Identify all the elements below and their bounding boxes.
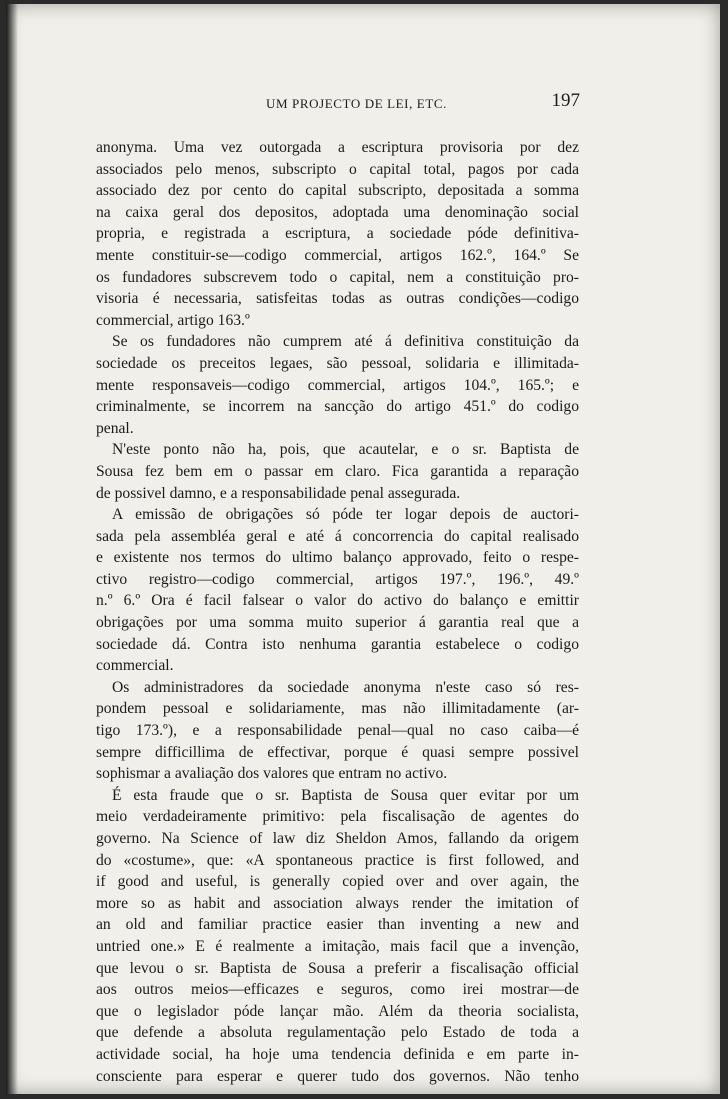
text-line: actividade social, ha hoje uma tendencia definida e em parte in- [96,1045,579,1063]
text-line: propria, e registrada a escriptura, a sociedade póde definitiva- [96,225,579,243]
page [6,4,720,1094]
text-line: criminalmente, se incorrem na sancção do artigo 451.º do codigo [96,398,579,416]
text-line: e existente nos termos do ultimo balanço approvado, feito o respe- [96,549,579,567]
text-line: associado dez por cento do capital subscripto, depositada a somma [96,182,579,200]
text-line: Sousa fez bem em o passar em claro. Fica garantida a reparação [96,462,579,480]
text-line: associados pelo menos, subscripto o capital total, pagos por cada [96,160,579,178]
text-line: ctivo registro—codigo commercial, artigos 197.º, 196.º, 49.º [96,570,579,588]
page-binding-shadow [6,4,18,1094]
page-header [98,90,578,120]
text-line: que o legislador póde lançar mão. Além da theoria socialista, [96,1002,579,1020]
text-line: sociedade os preceitos legaes, são pessoal, solidaria e illimitada- [96,354,579,372]
text-line: commercial, artigo 163.º [96,311,250,329]
running-title: UM PROJECTO DE LEI, ETC. [266,96,447,111]
text-line: mente responsaveis—codigo commercial, artigos 104.º, 165.º; e [96,376,579,394]
text-line: consciente para esperar e querer tudo dos governos. Não tenho [96,1067,579,1085]
text-line: meio verdadeiramente primitivo: pela fiscalisação de agentes do [96,808,579,826]
text-line: governo. Na Science of law diz Sheldon Amos, fallando da origem [96,830,579,847]
text-line: sociedade dá. Contra isto nenhuma garantia estabelece o codigo [96,635,579,653]
text-line: pondem pessoal e solidariamente, mas não illimitadamente (ar- [96,700,579,718]
text-line: N'este ponto não ha, pois, que acautelar, e o sr. Baptista de [112,441,579,459]
text-line: aos outros meios—efficazes e seguros, como irei mostrar—de [96,981,579,999]
text-line: untried one.» E é realmente a imitação, mais facil que a invenção, [96,937,579,955]
text-line: obrigações por uma somma muito superior á garantia real que a [96,614,579,632]
text-line: os fundadores subscrevem todo o capital, nem a constituição pro- [96,268,579,286]
text-line: que levou o sr. Baptista de Sousa a preferir a fiscalisação official [96,959,579,977]
page-number: 197 [551,90,580,111]
body-text [96,137,579,1087]
text-line: sempre difficillima de effectivar, porque é quasi sempre possivel [96,743,579,761]
text-line: commercial. [96,657,174,675]
text-line: A emissão de obrigações só póde ter logar depois de auctori- [112,506,579,524]
text-line: anonyma. Uma vez outorgada a escriptura provisoria por dez [96,139,579,156]
text-line: tigo 173.º), e a responsabilidade penal—qual no caso caiba—é [96,722,579,740]
text-line: sada pela assembléa geral e até á concorrencia do capital realisado [96,527,579,545]
text-line: Se os fundadores não cumprem até á definitiva constituição da [112,333,579,351]
text-line: more so as habit and association always render the imitation of [96,894,579,912]
text-line: na caixa geral dos depositos, adoptada uma denominação social [96,203,579,221]
text-line: an old and familiar practice easier than inventing a new and [96,916,579,934]
text-line: de possivel damno, e a responsabilidade penal assegurada. [96,484,461,502]
text-line: do «costume», que: «A spontaneous practice is first followed, and [96,851,579,869]
text-line: sophismar a avaliação dos valores que entram no activo. [96,765,448,783]
text-line: n.º 6.º Ora é facil falsear o valor do activo do balanço e emittir [96,592,579,610]
text-line: Os administradores da sociedade anonyma n'este caso só res- [112,678,579,696]
text-line: É esta fraude que o sr. Baptista de Sousa quer evitar por um [112,786,579,804]
text-line: if good and useful, is generally copied over and over again, the [96,873,579,891]
text-line: que defende a absoluta regulamentação pelo Estado de toda a [96,1024,579,1042]
text-line: mente constituir-se—codigo commercial, artigos 162.º, 164.º Se [96,246,579,264]
text-line: visoria é necessaria, satisfeitas todas as outras condições—codigo [96,290,579,308]
text-line: penal. [96,419,134,437]
